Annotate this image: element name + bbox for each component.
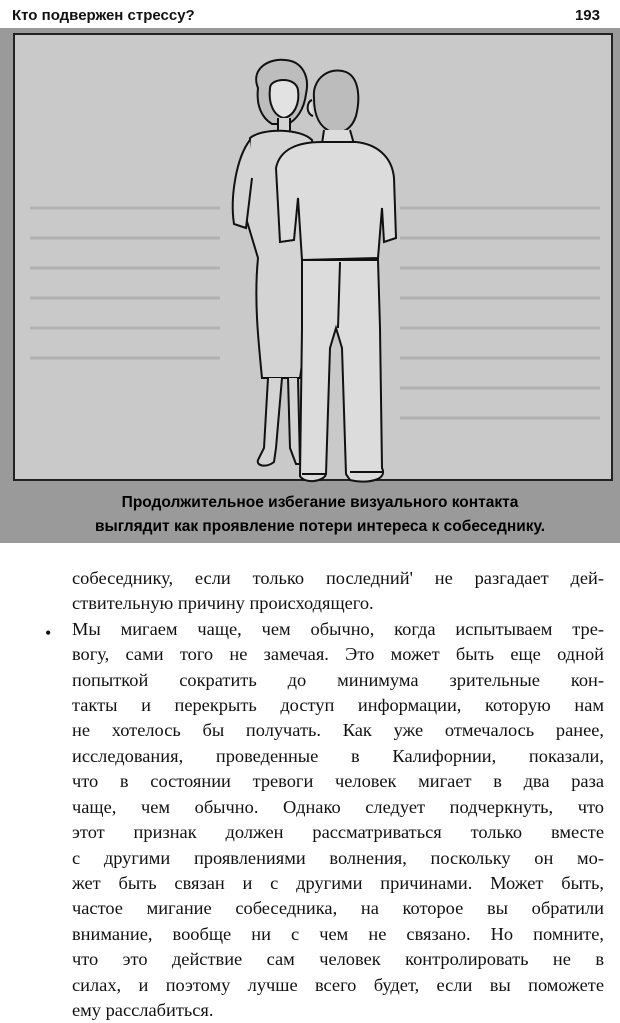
text-line: этот признак должен рассматриваться только вместе xyxy=(72,822,604,842)
caption-line: Продолжительное избегание визуального контакта xyxy=(121,494,519,511)
text-line: частое мигание собеседника, на которое вы обратили xyxy=(72,898,604,918)
running-title: Кто подвержен стрессу? xyxy=(12,6,195,24)
text-line: жет быть связан и с другими причинами. Может быть, xyxy=(72,873,604,893)
text-line: такты и перекрыть доступ информации, которую нам xyxy=(72,695,604,715)
illustration xyxy=(0,28,620,543)
page-header xyxy=(12,4,600,26)
figure-caption xyxy=(40,491,600,539)
text-line: ему расслабиться. xyxy=(72,1000,214,1020)
text-line: Мы мигаем чаще, чем обычно, когда испытываем тре- xyxy=(72,619,604,639)
text-line: что в состоянии тревоги человек мигает в два раза xyxy=(72,771,604,791)
text-line: силах, и поэтому лучше всего будет, если вы поможете xyxy=(72,975,604,995)
text-line: вогу, сами того не замечая. Это может быть еще одной xyxy=(72,644,604,664)
text-line: внимание, вообще ни с чем не связано. Но помните, xyxy=(72,924,604,944)
text-line: с другими проявлениями волнения, поскольку он мо- xyxy=(72,848,604,868)
text-line: чаще, чем обычно. Однако следует подчеркнуть, что xyxy=(72,797,604,817)
list-bullet: • xyxy=(45,623,52,643)
two-people-illustration-icon xyxy=(0,28,620,543)
page-number: 193 xyxy=(574,6,600,24)
text-line: попыткой сократить до минимума зрительные кон- xyxy=(72,670,604,690)
text-line: ствительную причину происходящего. xyxy=(72,593,374,613)
text-line: собеседнику, если только последний' не разгадает дей- xyxy=(72,568,604,588)
text-line: что это действие сам человек контролировать не в xyxy=(72,949,604,969)
text-line: не хотелось бы получать. Как уже отмечалось ранее, xyxy=(72,720,604,740)
caption-line: выглядит как проявление потери интереса к собеседнику. xyxy=(94,518,546,535)
text-line: исследования, проведенные в Калифорнии, показали, xyxy=(72,746,604,766)
